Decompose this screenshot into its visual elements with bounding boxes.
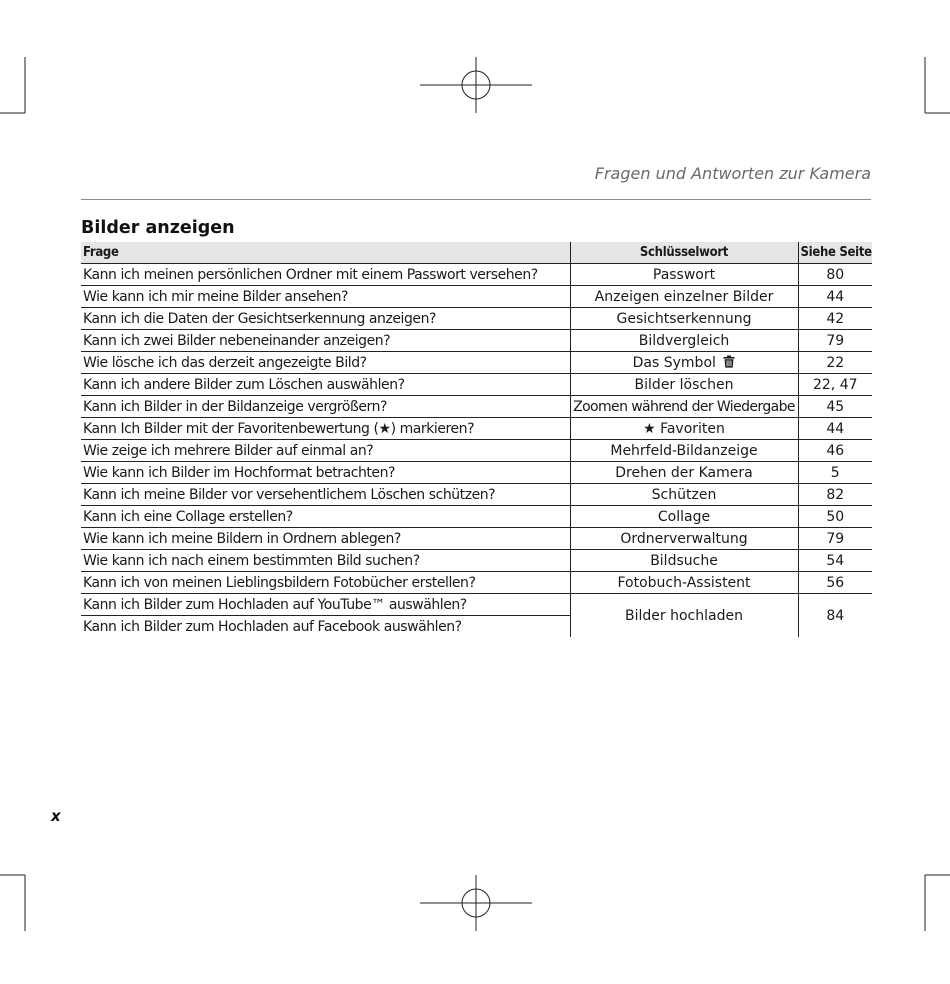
page-ref-cell: 46	[798, 440, 872, 462]
page-ref-cell: 50	[798, 506, 872, 528]
running-head: Fragen und Antworten zur Kamera	[594, 164, 871, 183]
question-cell: Kann Ich Bilder mit der Favoritenbewertung (★) markieren?	[81, 418, 570, 440]
keyword-cell: Zoomen während der Wiedergabe	[570, 396, 798, 418]
keyword-cell: Mehrfeld-Bildanzeige	[570, 440, 798, 462]
table-row	[81, 484, 872, 506]
section-title: Bilder anzeigen	[81, 218, 235, 238]
table-row	[81, 352, 872, 374]
question-cell: Kann ich meinen persönlichen Ordner mit einem Passwort versehen?	[81, 264, 570, 286]
table-row	[81, 264, 872, 286]
keyword-cell: Ordnerverwaltung	[570, 528, 798, 550]
question-cell: Wie kann ich nach einem bestimmten Bild suchen?	[81, 550, 570, 572]
table-row	[81, 308, 872, 330]
page-ref-cell: 80	[798, 264, 872, 286]
page-ref-cell: 22, 47	[798, 374, 872, 396]
question-cell: Wie zeige ich mehrere Bilder auf einmal an?	[81, 440, 570, 462]
page-ref-cell: 22	[798, 352, 872, 374]
question-cell: Kann ich zwei Bilder nebeneinander anzeigen?	[81, 330, 570, 352]
table-row	[81, 440, 872, 462]
keyword-cell: Anzeigen einzelner Bilder	[570, 286, 798, 308]
table-row	[81, 330, 872, 352]
table-row	[81, 506, 872, 528]
page-ref-cell: 44	[798, 286, 872, 308]
table-row	[81, 286, 872, 308]
page-ref-cell: 79	[798, 528, 872, 550]
keyword-cell: ★ Favoriten	[570, 418, 798, 440]
keyword-cell: Bilder hochladen	[570, 594, 798, 638]
page-ref-cell: 79	[798, 330, 872, 352]
question-cell: Wie kann ich Bilder im Hochformat betrachten?	[81, 462, 570, 484]
question-cell: Wie kann ich meine Bildern in Ordnern ablegen?	[81, 528, 570, 550]
table-row	[81, 374, 872, 396]
keyword-cell: Passwort	[570, 264, 798, 286]
keyword-cell: Drehen der Kamera	[570, 462, 798, 484]
keyword-cell: Bildsuche	[570, 550, 798, 572]
page-ref-cell: 82	[798, 484, 872, 506]
qa-table	[81, 242, 872, 637]
question-cell: Kann ich die Daten der Gesichtserkennung anzeigen?	[81, 308, 570, 330]
header-rule	[81, 199, 871, 200]
page-ref-cell: 5	[798, 462, 872, 484]
table-header-row	[81, 242, 872, 264]
page-ref-cell: 44	[798, 418, 872, 440]
keyword-cell: Fotobuch-Assistent	[570, 572, 798, 594]
table-row	[81, 550, 872, 572]
keyword-cell: Gesichtserkennung	[570, 308, 798, 330]
question-cell: Kann ich andere Bilder zum Löschen auswählen?	[81, 374, 570, 396]
keyword-cell	[570, 352, 798, 374]
page-ref-cell: 42	[798, 308, 872, 330]
table-row	[81, 396, 872, 418]
table-row	[81, 572, 872, 594]
table-row	[81, 462, 872, 484]
page-number: x	[51, 807, 61, 825]
question-cell: Kann ich Bilder zum Hochladen auf Facebook auswählen?	[83, 618, 462, 635]
trash-icon	[723, 355, 735, 368]
page-ref-cell: 84	[798, 594, 872, 638]
table-row	[81, 418, 872, 440]
page-ref-cell: 56	[798, 572, 872, 594]
question-cell: Kann ich Bilder zum Hochladen auf YouTube™ auswählen?	[81, 594, 570, 616]
question-cell: Kann ich meine Bilder vor versehentlichem Löschen schützen?	[81, 484, 570, 506]
column-header-question: Frage	[81, 242, 570, 264]
question-cell: Wie kann ich mir meine Bilder ansehen?	[81, 286, 570, 308]
table-row	[81, 528, 872, 550]
question-cell: Kann ich eine Collage erstellen?	[81, 506, 570, 528]
column-header-page: Siehe Seite	[798, 242, 872, 264]
question-cell: Kann ich Bilder in der Bildanzeige vergrößern?	[81, 396, 570, 418]
page-ref-cell: 45	[798, 396, 872, 418]
column-header-keyword: Schlüsselwort	[570, 242, 798, 264]
keyword-cell: Bildvergleich	[570, 330, 798, 352]
keyword-cell: Collage	[570, 506, 798, 528]
keyword-cell: Schützen	[570, 484, 798, 506]
keyword-text: Das Symbol	[632, 354, 716, 371]
page-ref-cell: 54	[798, 550, 872, 572]
question-cell: Kann ich von meinen Lieblingsbildern Fotobücher erstellen?	[81, 572, 570, 594]
keyword-cell: Bilder löschen	[570, 374, 798, 396]
table-row	[81, 594, 872, 616]
question-cell: Wie lösche ich das derzeit angezeigte Bild?	[81, 352, 570, 374]
